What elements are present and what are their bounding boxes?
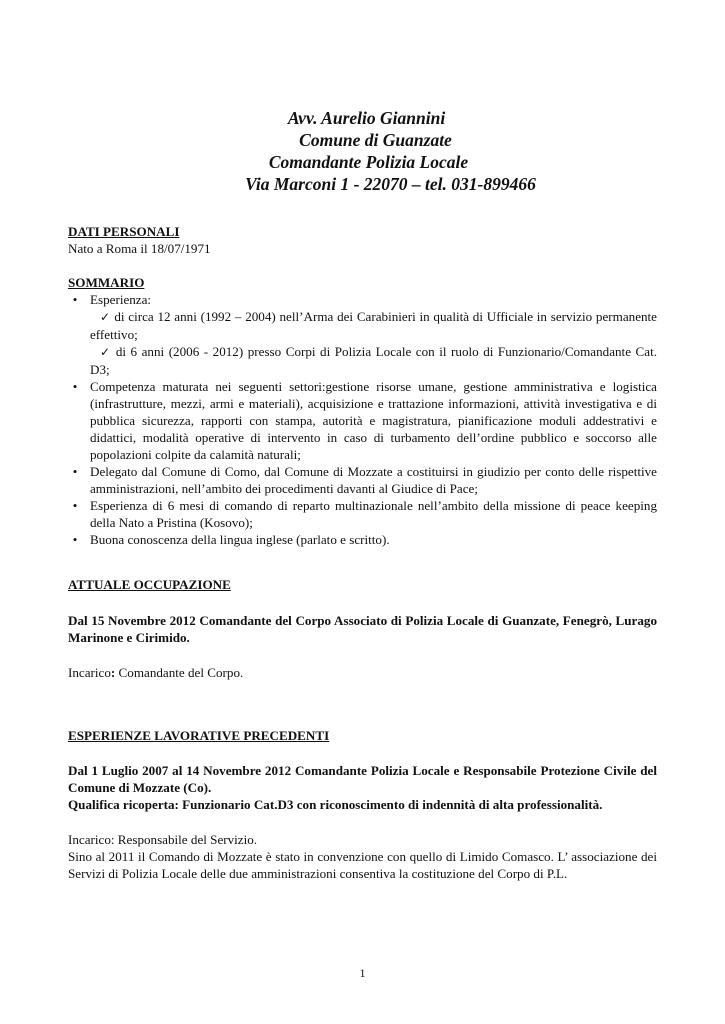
current-position: Dal 15 Novembre 2012 Comandante del Corpo Associato di Polizia Locale di Guanzate, Fenegrò, Lurago Marinone e Cirimido. [68,613,657,645]
section-heading-summary: SOMMARIO [68,275,145,290]
summary-item-text: Buona conoscenza della lingua inglese (parlato e scritto). [90,532,390,547]
previous-position: Dal 1 Luglio 2007 al 14 Novembre 2012 Comandante Polizia Locale e Responsabile Protezione Civile del Comune di Mozzate (Co). [68,763,657,795]
previous-assignment: Incarico: Responsabile del Servizio. [68,832,258,847]
summary-list [68,291,657,548]
bullet-dot-icon: • [72,498,78,513]
list-item [90,343,657,378]
bullet-dot-icon: • [72,292,78,307]
list-item [68,531,657,548]
municipality: Comune di Guanzate [299,130,452,150]
checkmark-icon: ✓ [100,345,112,359]
summary-item-text: Esperienza di 6 mesi di comando di reparto multinazionale nell’ambito della missione di peace keeping della Nato a Pristina (Kosovo); [90,498,657,530]
section-heading-personal: DATI PERSONALI [68,224,180,239]
list-item [90,308,657,343]
letterhead [0,107,725,195]
assignment-colon: : [110,665,116,680]
assignment-label: Incarico [68,665,111,680]
checkmark-icon: ✓ [100,310,111,324]
bullet-dot-icon: • [72,379,78,394]
experience-sublist [90,308,657,378]
birth-info: Nato a Roma il 18/07/1971 [68,241,211,256]
list-item [68,378,657,463]
current-assignment [68,664,657,681]
experience-item-text: di circa 12 anni (1992 – 2004) nell’Arma dei Carabinieri in qualità di Ufficiale in servizio permanente effettivo; [90,309,657,342]
summary-item-text: Delegato dal Comune di Como, dal Comune di Mozzate a costituirsi in giudizio per conto delle rispettive amministrazioni, nell’ambito dei procedimenti davanti al Giudice di Pace; [90,464,657,496]
document-body [68,223,657,882]
author-role: Comandante Polizia Locale [268,152,469,172]
list-item [68,291,657,378]
experience-item-text: di 6 anni (2006 - 2012) presso Corpi di Polizia Locale con il ruolo di Funzionario/Comandante Cat. D3; [90,344,657,377]
previous-qualification: Qualifica ricoperta: Funzionario Cat.D3 con riconoscimento di indennità di alta professionalità. [68,797,603,812]
list-item [68,463,657,497]
previous-note: Sino al 2011 il Comando di Mozzate è stato in convenzione con quello di Limido Comasco. L’ associazione dei Servizi di Polizia Locale delle due amministrazioni consentiva la costituzione del Corpo di P.L. [68,849,657,881]
section-heading-current: ATTUALE OCCUPAZIONE [68,577,231,592]
page-number: 1 [359,966,366,980]
summary-item-text: Competenza maturata nei seguenti settori:gestione risorse umane, gestione amministrativa e logistica (infrastrutture, mezzi, armi e materiali), acquisizione e trattazione informazioni, attività investigativa e di pubblica sicurezza, rapporti con stampa, autorità e magistratura, pianificazione moduli addestrativi e didattici, modalità operative di intervento in caso di turbamento dell’ordine pubblico e soccorso alle popolazioni colpite da calamità naturali; [90,379,657,462]
assignment-value: Comandante del Corpo. [115,665,244,680]
address-phone: Via Marconi 1 - 22070 – tel. 031-899466 [245,174,536,194]
list-item [68,497,657,531]
bullet-dot-icon: • [72,532,78,547]
section-heading-previous: ESPERIENZE LAVORATIVE PRECEDENTI [68,728,330,743]
experience-label: Esperienza: [90,292,152,307]
bullet-dot-icon: • [72,464,78,479]
author-name: Avv. Aurelio Giannini [287,108,446,128]
